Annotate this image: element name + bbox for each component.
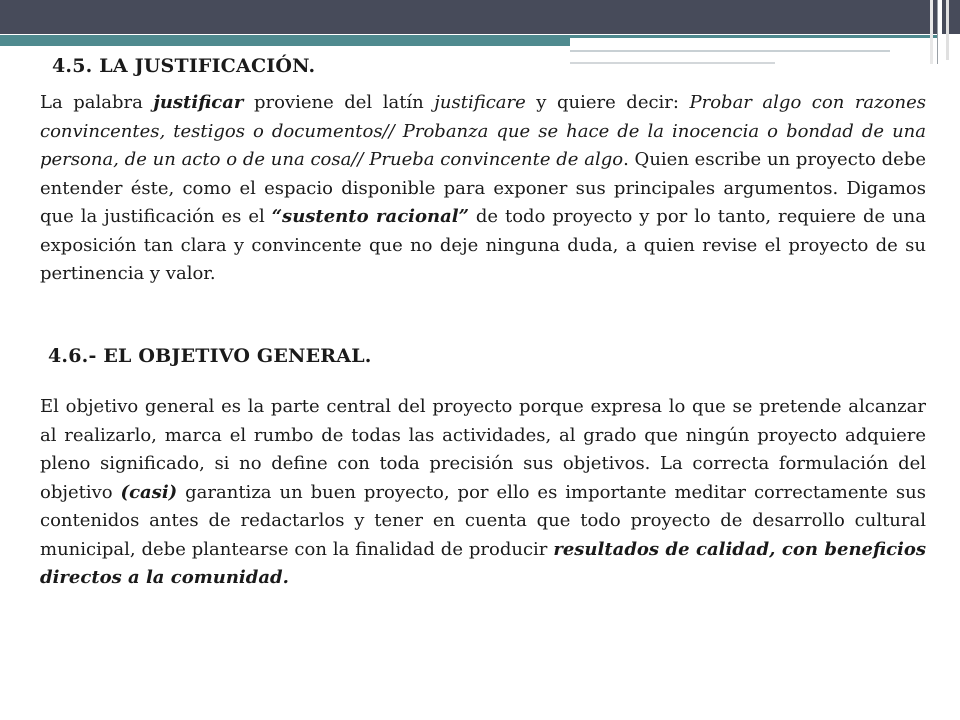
text-run-normal: de todo proyecto y por lo tanto, requiere de una exposición tan clara y convincente que no deje ninguna duda, a quien revise el proyecto de su pertinencia y valor. xyxy=(40,206,926,284)
text-run-normal: y quiere decir: xyxy=(525,92,690,113)
text-run-bold-italic: resultados de calidad, con beneficios directos a la comunidad. xyxy=(40,538,927,588)
text-run-normal: proviene del latín xyxy=(243,92,435,113)
paragraph-objetivo-general xyxy=(40,393,926,593)
slide-vertical-stripe-1 xyxy=(930,0,933,64)
slide-vertical-stripe-3 xyxy=(946,0,949,60)
text-run-italic: Probar algo con razones convincentes, testigos o documentos// Probanza que se hace de la inocencia o bondad de una persona, de un acto o de una cosa// Prueba convincente de algo xyxy=(40,92,926,170)
slide-accent-rule-1 xyxy=(570,50,890,52)
text-run-bold-italic: justificar xyxy=(153,92,244,113)
section-heading-justificacion: 4.5. LA JUSTIFICACIÓN. xyxy=(52,55,316,77)
text-run-italic: justificare xyxy=(434,92,526,113)
section-heading-objetivo-general: 4.6.- EL OBJETIVO GENERAL. xyxy=(48,345,372,367)
text-run-bold-italic: “sustento racional” xyxy=(271,206,469,227)
text-run-normal: . Quien escribe un proyecto debe entender éste, como el espacio disponible para exponer sus principales argumentos. Digamos que la justificación es el xyxy=(40,149,926,227)
text-run-normal: El objetivo general es la parte central del proyecto porque expresa lo que se pretende alcanzar al realizarlo, marca el rumbo de todas las actividades, al grado que ningún proyecto adquiere pleno significado, si no define con toda precisión sus objetivos. La correcta formulación del objetivo xyxy=(40,396,926,503)
slide-accent-band xyxy=(0,38,570,46)
slide-accent-rule-2 xyxy=(570,62,775,64)
text-run-normal: garantiza un buen proyecto, por ello es importante meditar correctamente sus contenidos antes de redactarlos y tener en cuenta que todo proyecto de desarrollo cultural municipal, debe plantearse con la finalidad de producir xyxy=(40,481,927,560)
text-run-normal: La palabra xyxy=(40,92,154,113)
slide-top-bar xyxy=(0,0,960,34)
slide-vertical-stripe-2 xyxy=(937,0,942,64)
text-run-bold-italic: (casi) xyxy=(120,481,178,503)
paragraph-justificacion xyxy=(40,89,926,289)
